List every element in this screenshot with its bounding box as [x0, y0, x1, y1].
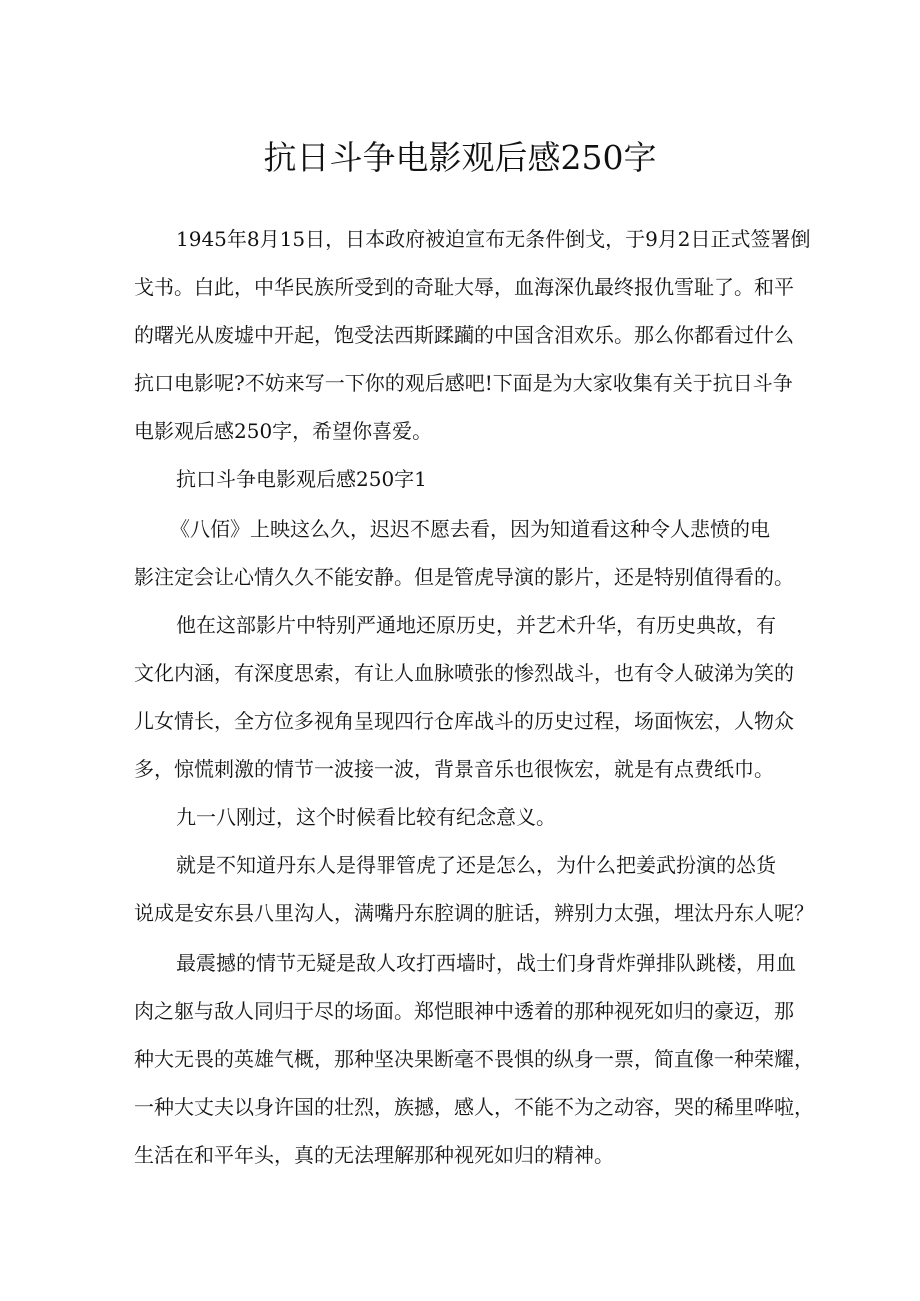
text-line: 就是不知道丹东人是得罪管虎了还是怎么，为什么把姜武扮演的怂货: [176, 853, 776, 877]
document-title: 抗日斗争电影观后感250字: [263, 138, 657, 177]
text-line: 抗口电影呢?不妨来写一下你的观后感吧!下面是为大家收集有关于抗日斗争: [134, 371, 793, 395]
text-line: 最震撼的情节无疑是敌人攻打西墙时，战士们身背炸弹排队跳楼，用血: [176, 951, 796, 975]
text-line: 九一八刚过，这个时候看比较有纪念意义。: [176, 805, 556, 829]
text-line: 生活在和平年头，真的无法理解那种视死如归的精神。: [134, 1143, 614, 1167]
text-line: 种大无畏的英雄气概，那种坚决果断毫不畏惧的纵身一票，简直像一种荣耀，: [134, 1047, 814, 1071]
text-line: 《八佰》上映这么久，迟迟不愿去看，因为知道看这种令人悲愤的电: [170, 517, 770, 541]
text-line: 电影观后感250字，希望你喜爱。: [134, 419, 433, 443]
section-heading: 抗口斗争电影观后感250字1: [176, 467, 427, 491]
text-line: 他在这部影片中特别严通地还原历史，并艺术升华，有历史典故，有: [176, 613, 776, 637]
text-line: 一种大丈夫以身许国的壮烈，族撼，感人，不能不为之动容，哭的稀里哗啦，: [134, 1095, 814, 1119]
text-line: 多，惊慌刺激的情节一波接一波，背景音乐也很恢宏，就是有点费纸巾。: [134, 757, 774, 781]
text-line: 儿女情长，全方位多视角呈现四行仓库战斗的历史过程，场面恢宏，人物众: [134, 709, 794, 733]
text-line: 影注定会让心情久久不能安静。但是管虎导演的影片，还是特别值得看的。: [134, 565, 794, 589]
text-line: 戈书。白此，中华民族所受到的奇耻大辱，血海深仇最终报仇雪耻了。和平: [134, 275, 794, 299]
text-line: 的曙光从废墟中开起，饱受法西斯蹂躏的中国含泪欢乐。那么你都看过什么: [134, 323, 794, 347]
text-line: 文化内涵，有深度思索，有让人血脉喷张的惨烈战斗，也有令人破涕为笑的: [134, 661, 794, 685]
text-line: 说成是安东县八里沟人，满嘴丹东腔调的脏话，辨别力太强，埋汰丹东人呢？: [134, 901, 814, 925]
text-line: 1945年8月15日，日本政府被迫宣布无条件倒戈，于9月2日正式签署倒: [176, 227, 811, 251]
text-line: 肉之躯与敌人同归于尽的场面。郑恺眼神中透着的那种视死如归的豪迈，那: [134, 999, 794, 1023]
